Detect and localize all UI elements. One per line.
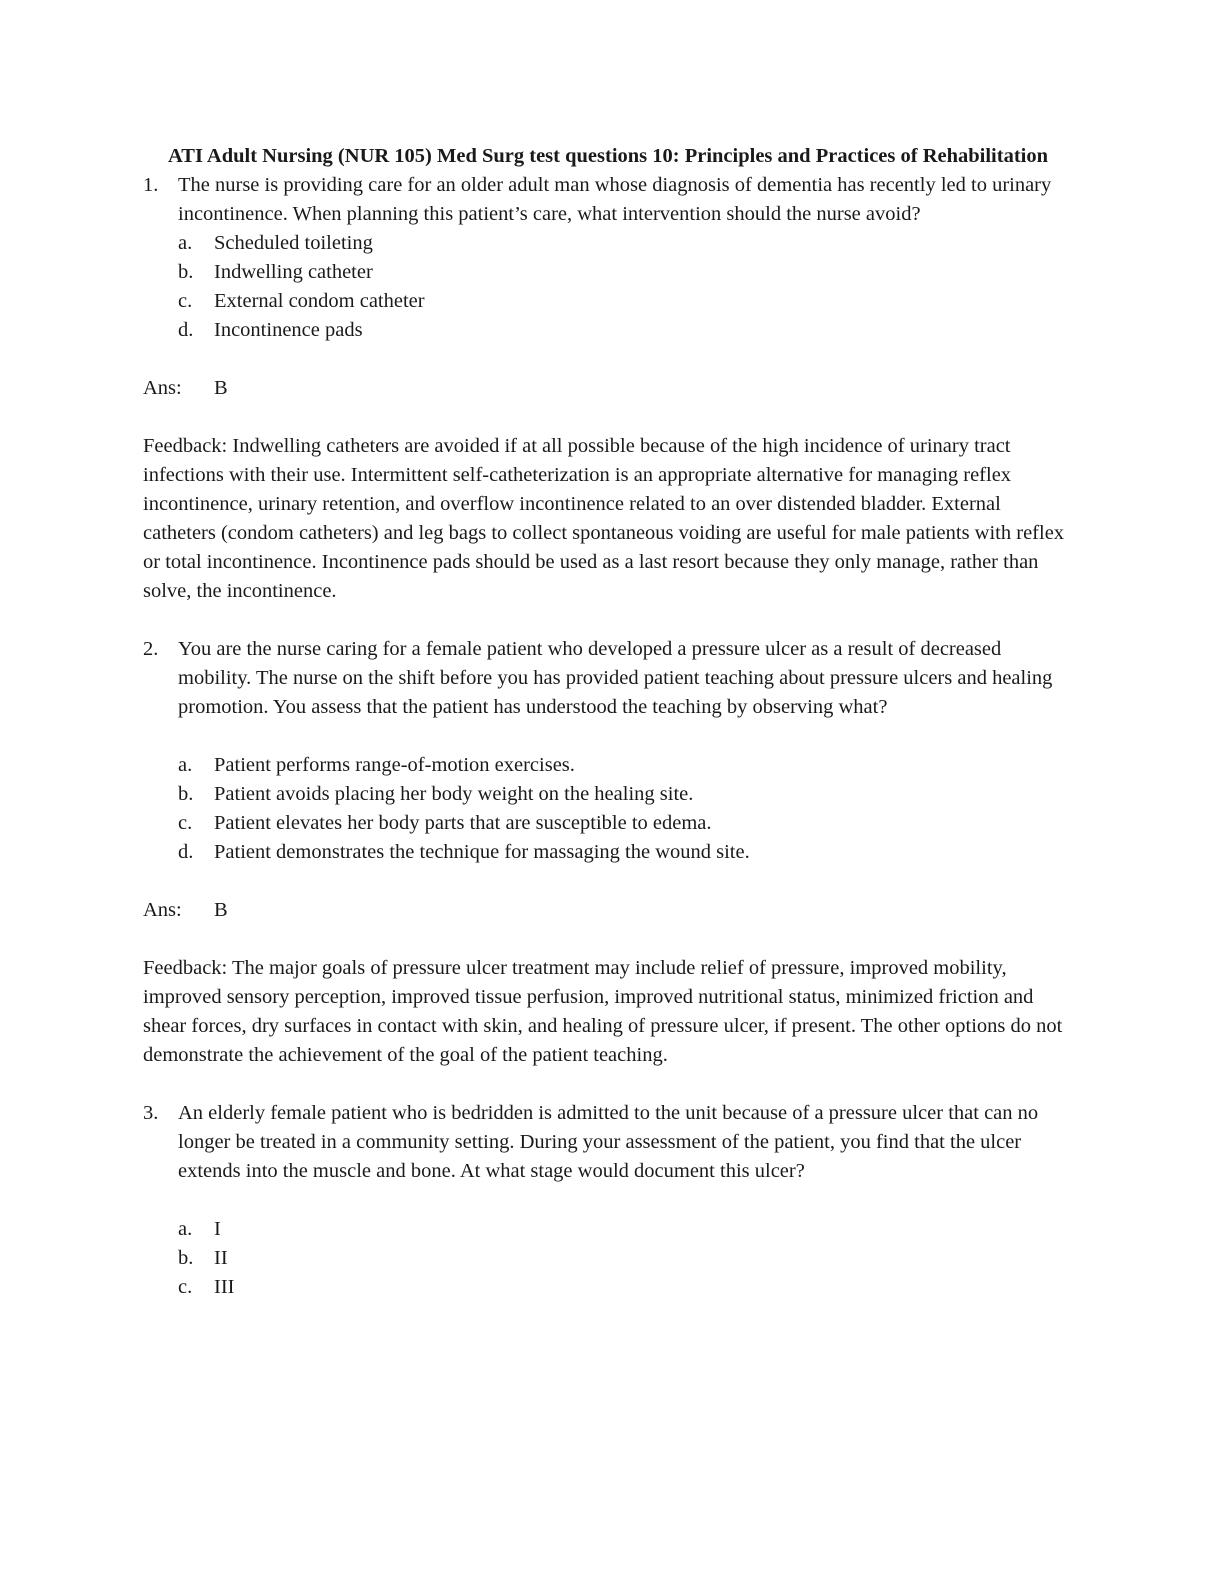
question-stem — [143, 1099, 1073, 1186]
option-text: Patient performs range-of-motion exercises. — [214, 754, 575, 776]
option-text: External condom catheter — [214, 290, 425, 312]
option-text: II — [214, 1247, 228, 1269]
feedback-text: Feedback: The major goals of pressure ulcer treatment may include relief of pressure, improved mobility, improved sensory perception, improved tissue perfusion, improved nutritional status, minimized friction and shear forces, dry surfaces in contact with skin, and healing of pressure ulcer, if present. The other options do not demonstrate the achievement of the goal of the patient teaching. — [143, 957, 1063, 1066]
option-text: I — [214, 1218, 221, 1240]
option-text: Scheduled toileting — [214, 232, 373, 254]
question-2 — [143, 635, 1073, 1070]
option-letter: c. — [178, 290, 193, 312]
answer-value: B — [214, 377, 228, 399]
answer-options — [143, 1215, 1073, 1302]
answer-line — [143, 896, 1073, 925]
question-1 — [143, 171, 1073, 606]
document-title: ATI Adult Nursing (NUR 105) Med Surg test questions 10: Principles and Practices of Rehabilitation — [168, 145, 1048, 167]
question-number: 3. — [143, 1102, 159, 1124]
document-page — [143, 142, 1073, 1302]
question-text: An elderly female patient who is bedridden is admitted to the unit because of a pressure ulcer that can no longer be treated in a community setting. During your assessment of the patient, you find that the ulcer extends into the muscle and bone. At what stage would document this ulcer? — [178, 1102, 1039, 1182]
option-b — [178, 780, 1073, 809]
answer-options — [143, 751, 1073, 867]
option-text: Patient avoids placing her body weight on the healing site. — [214, 783, 694, 805]
option-a — [178, 1215, 1073, 1244]
option-letter: c. — [178, 812, 193, 834]
question-3 — [143, 1099, 1073, 1302]
answer-label: Ans: — [143, 899, 182, 921]
option-letter: b. — [178, 1247, 194, 1269]
question-number: 2. — [143, 638, 159, 660]
option-letter: a. — [178, 754, 193, 776]
option-b — [178, 258, 1073, 287]
option-text: III — [214, 1276, 235, 1298]
question-stem — [143, 635, 1073, 722]
option-letter: b. — [178, 261, 194, 283]
option-letter: d. — [178, 841, 194, 863]
question-text: The nurse is providing care for an older adult man whose diagnosis of dementia has recently led to urinary incontinence. When planning this patient’s care, what intervention should the nurse avoid? — [178, 174, 1052, 225]
option-text: Patient demonstrates the technique for massaging the wound site. — [214, 841, 750, 863]
question-number: 1. — [143, 174, 159, 196]
option-a — [178, 751, 1073, 780]
option-letter: a. — [178, 232, 193, 254]
option-c — [178, 1273, 1073, 1302]
option-b — [178, 1244, 1073, 1273]
answer-value: B — [214, 899, 228, 921]
option-letter: c. — [178, 1276, 193, 1298]
answer-line — [143, 374, 1073, 403]
option-d — [178, 316, 1073, 345]
option-letter: d. — [178, 319, 194, 341]
option-text: Indwelling catheter — [214, 261, 373, 283]
question-stem — [143, 171, 1073, 229]
option-d — [178, 838, 1073, 867]
answer-options — [143, 229, 1073, 345]
option-letter: a. — [178, 1218, 193, 1240]
answer-label: Ans: — [143, 377, 182, 399]
option-a — [178, 229, 1073, 258]
feedback-text: Feedback: Indwelling catheters are avoided if at all possible because of the high incidence of urinary tract infections with their use. Intermittent self-catheterization is an appropriate alternative for managing reflex incontinence, urinary retention, and overflow incontinence related to an over distended bladder. External catheters (condom catheters) and leg bags to collect spontaneous voiding are useful for male patients with reflex or total incontinence. Incontinence pads should be used as a last resort because they only manage, rather than solve, the incontinence. — [143, 435, 1065, 602]
option-text: Incontinence pads — [214, 319, 363, 341]
option-c — [178, 287, 1073, 316]
option-text: Patient elevates her body parts that are susceptible to edema. — [214, 812, 712, 834]
option-c — [178, 809, 1073, 838]
question-text: You are the nurse caring for a female patient who developed a pressure ulcer as a result of decreased mobility. The nurse on the shift before you has provided patient teaching about pressure ulcers and healing promotion. You assess that the patient has understood the teaching by observing what? — [178, 638, 1053, 718]
option-letter: b. — [178, 783, 194, 805]
